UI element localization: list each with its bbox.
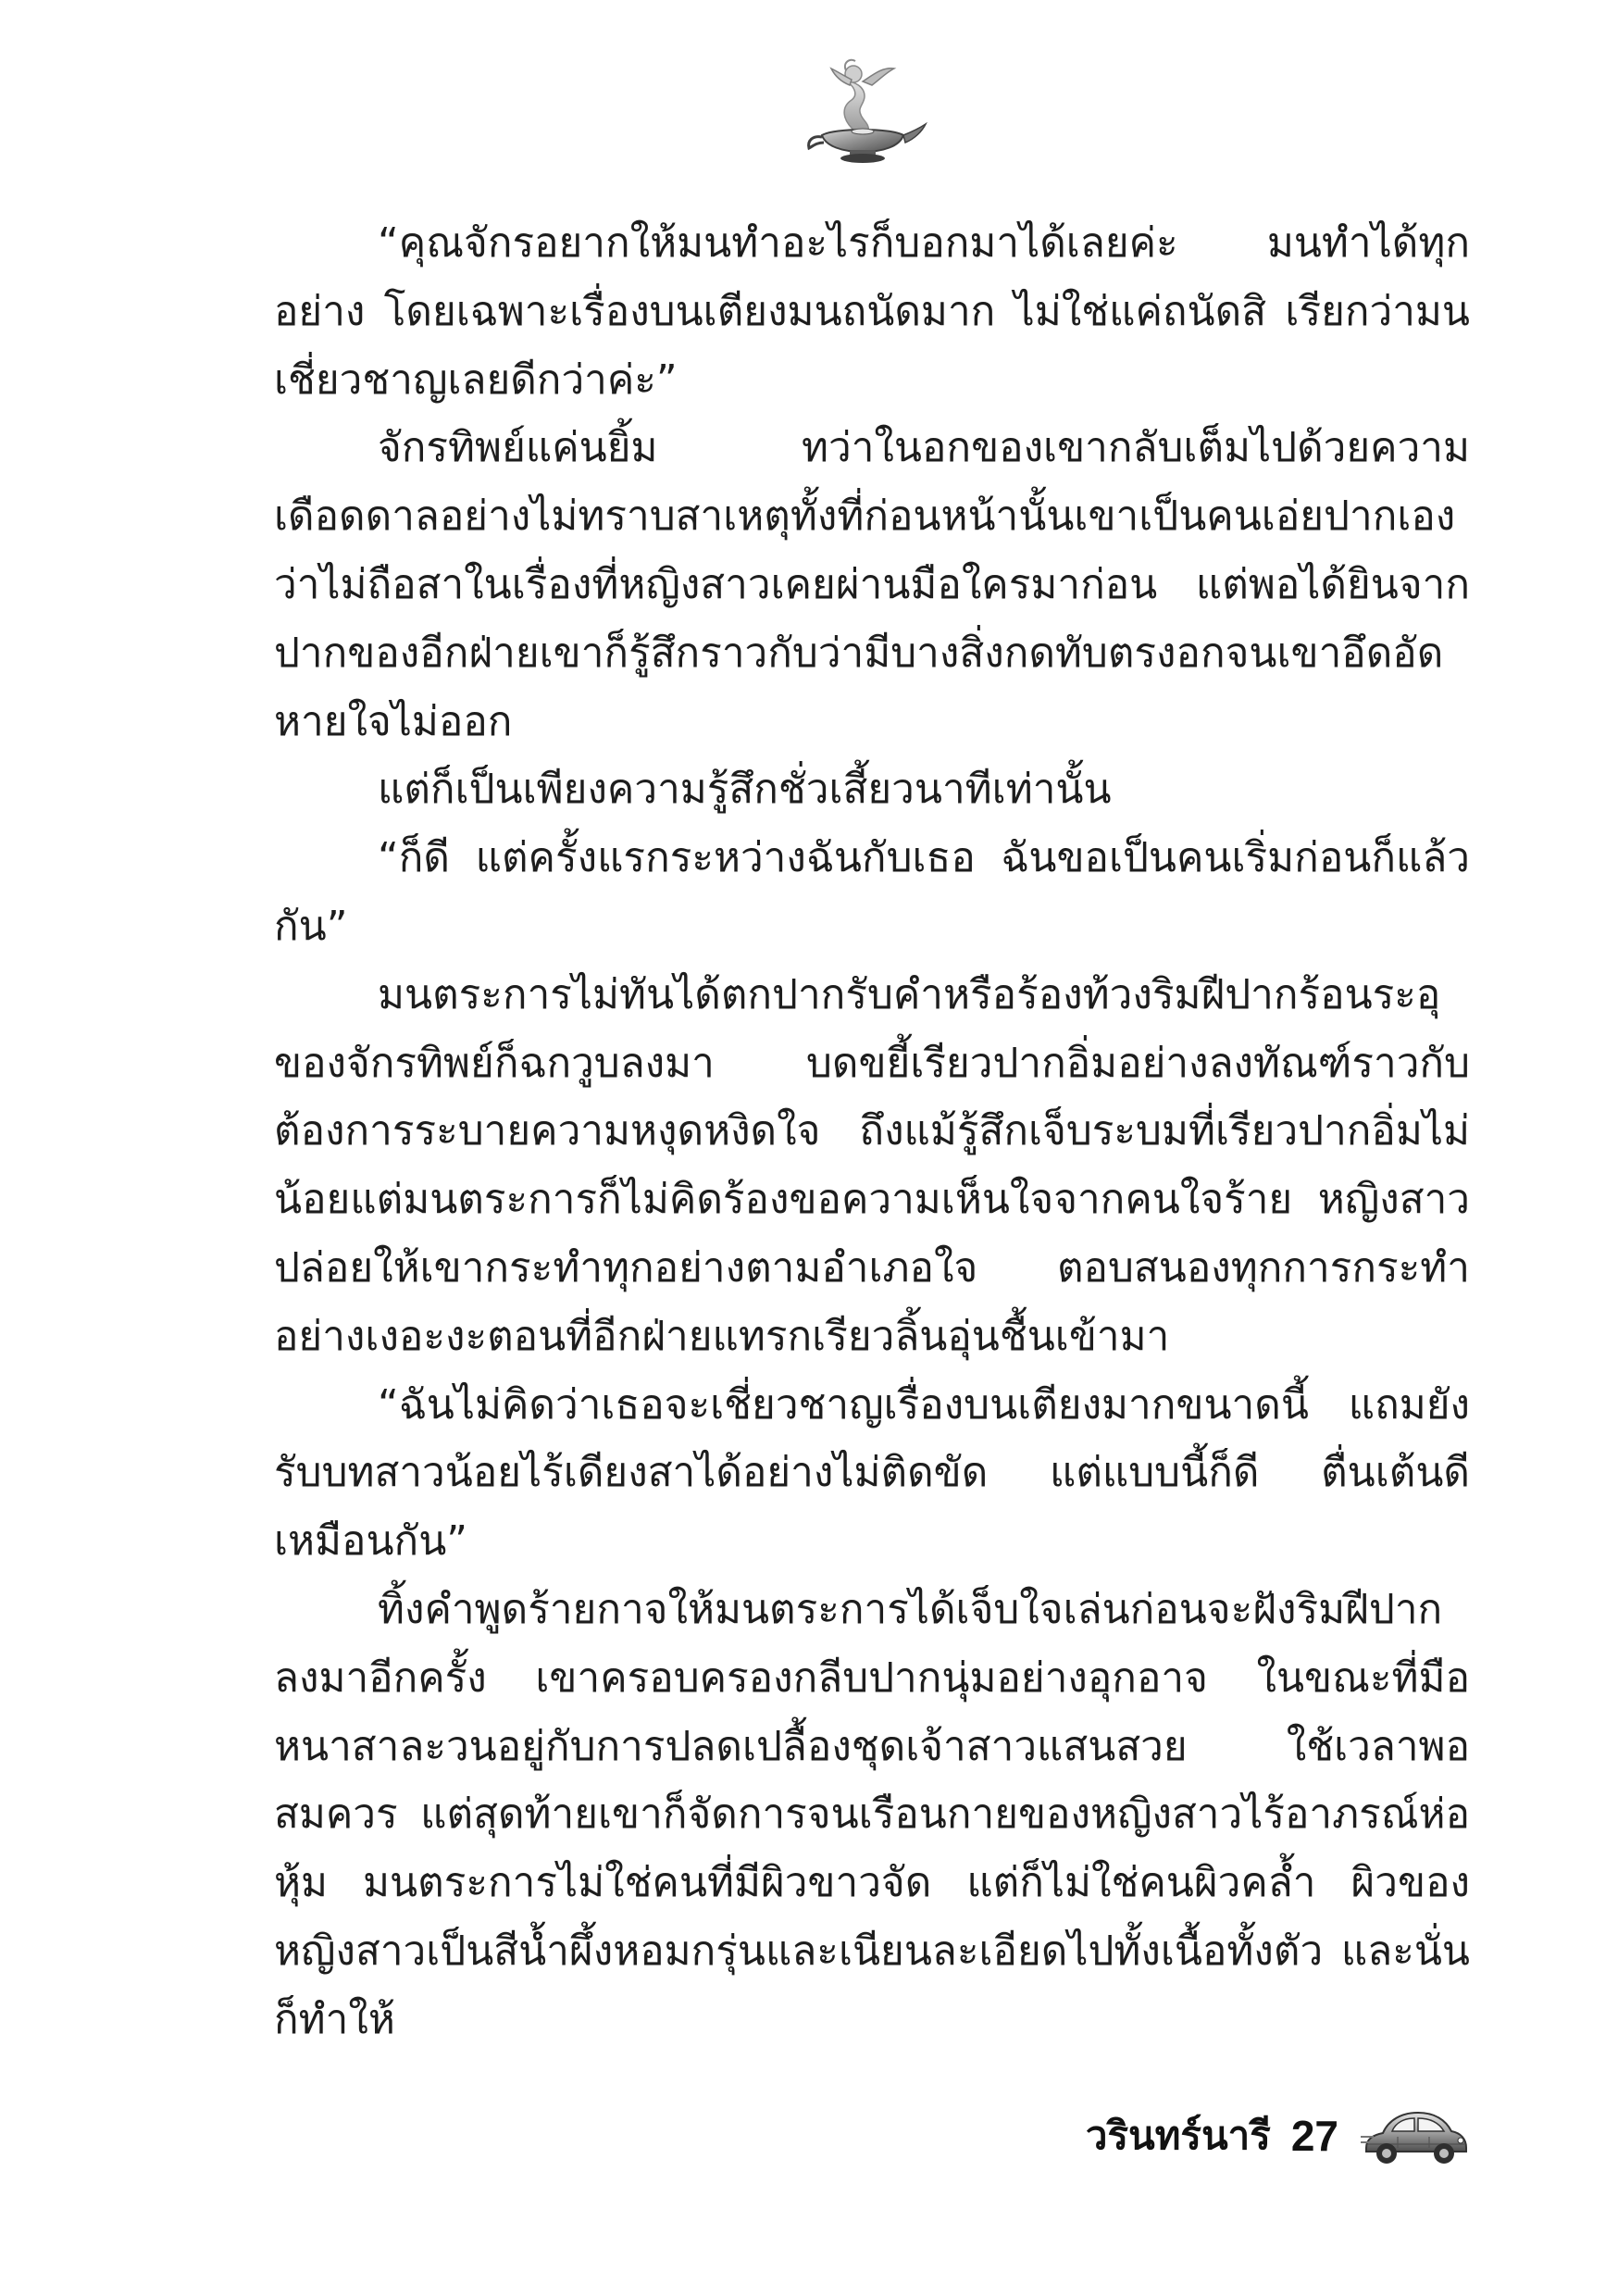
paragraph: “ก็ดี แต่ครั้งแรกระหว่างฉันกับเธอ ฉันขอเป็นคนเริ่มก่อนก็แล้วกัน” (274, 834, 1470, 950)
paragraph: จักรทิพย์แค่นยิ้ม ทว่าในอกของเขากลับเต็มไปด้วยความเดือดดาลอย่างไม่ทราบสาเหตุทั้งที่ก่อนหน้านั้นเขาเป็นคนเอ่ยปากเองว่าไม่ถือสาในเรื่องที่หญิงสาวเคยผ่านมือใครมาก่อน แต่พอได้ยินจากปากของอีกฝ่ายเขาก็รู้สึกราวกับว่ามีบางสิ่งกดทับตรงอกจนเขาอึดอัดหายใจไม่ออก (274, 424, 1470, 745)
page-footer (1086, 2094, 1470, 2177)
genie-lamp-icon (798, 54, 927, 165)
paragraph: “ฉันไม่คิดว่าเธอจะเชี่ยวชาญเรื่องบนเตียงมากขนาดนี้ แถมยังรับบทสาวน้อยไร้เดียงสาได้อย่างไม่ติดขัด แต่แบบนี้ก็ดี ตื่นเต้นดีเหมือนกัน” (274, 1380, 1470, 1566)
paragraph: “คุณจักรอยากให้มนทำอะไรก็บอกมาได้เลยค่ะ มนทำได้ทุกอย่าง โดยเฉพาะเรื่องบนเตียงมนถนัดมาก ไม่ใช่แค่ถนัดสิ เรียกว่ามนเชี่ยวชาญเลยดีกว่าค่ะ” (274, 219, 1470, 404)
vintage-car-icon (1361, 2103, 1470, 2168)
body-text (274, 209, 1470, 2089)
page-number: 27 (1290, 2112, 1338, 2160)
paragraph: ทิ้งคำพูดร้ายกาจให้มนตระการได้เจ็บใจเล่นก่อนจะฝังริมฝีปากลงมาอีกครั้ง เขาครอบครองกลีบปากนุ่มอย่างอุกอาจ ในขณะที่มือหนาสาละวนอยู่กับการปลดเปลื้องชุดเจ้าสาวแสนสวย ใช้เวลาพอสมควร แต่สุดท้ายเขาก็จัดการจนเรือนกายของหญิงสาวไร้อาภรณ์ห่อหุ้ม มนตระการไม่ใช่คนที่มีผิวขาวจัด แต่ก็ไม่ใช่คนผิวคล้ำ ผิวของหญิงสาวเป็นสีน้ำผึ้งหอมกรุ่นและเนียนละเอียดไปทั้งเนื้อทั้งตัว และนั่นก็ทำให้ (274, 1585, 1470, 2043)
book-title: วรินทร์นารี (1085, 2113, 1271, 2158)
paragraph: แต่ก็เป็นเพียงความรู้สึกชั่วเสี้ยวนาทีเท่านั้น (378, 766, 1112, 814)
paragraph: มนตระการไม่ทันได้ตกปากรับคำหรือร้องท้วงริมฝีปากร้อนระอุของจักรทิพย์ก็ฉกวูบลงมา บดขยี้เรียวปากอิ่มอย่างลงทัณฑ์ราวกับต้องการระบายความหงุดหงิดใจ ถึงแม้รู้สึกเจ็บระบมที่เรียวปากอิ่มไม่น้อยแต่มนตระการก็ไม่คิดร้องขอความเห็นใจจากคนใจร้าย หญิงสาวปล่อยให้เขากระทำทุกอย่างตามอำเภอใจ ตอบสนองทุกการกระทำอย่างเงอะงะตอนที่อีกฝ่ายแทรกเรียวลิ้นอุ่นชื้นเข้ามา (274, 970, 1470, 1360)
